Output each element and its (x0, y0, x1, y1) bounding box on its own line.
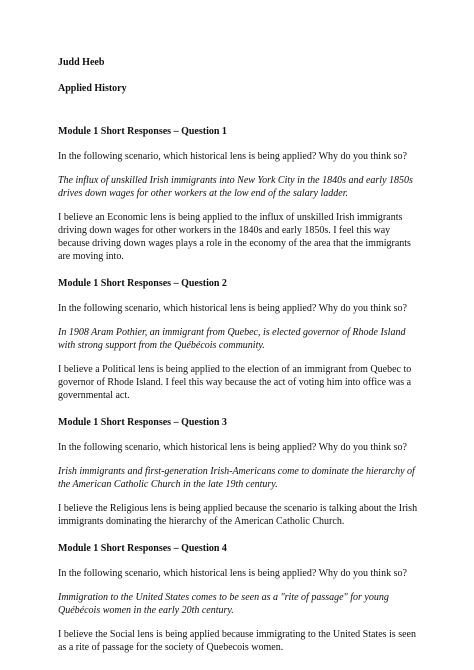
question-block-1 (58, 125, 420, 263)
question-scenario: Immigration to the United States comes to be seen as a "rite of passage" for young Québécois women in the early 20th century. (58, 592, 389, 616)
question-block-2 (58, 277, 420, 402)
question-heading: Module 1 Short Responses – Question 1 (58, 126, 227, 137)
question-scenario: Irish immigrants and first-generation Irish-Americans come to dominate the hierarchy of the American Catholic Church in the late 19th century. (58, 466, 415, 490)
question-heading: Module 1 Short Responses – Question 2 (58, 278, 227, 289)
course-title: Applied History (58, 83, 127, 94)
question-scenario: The influx of unskilled Irish immigrants into New York City in the 1840s and early 1850s drives down wages for other workers at the low end of the salary ladder. (58, 175, 413, 199)
question-block-3 (58, 416, 420, 528)
question-answer: I believe the Social lens is being applied because immigrating to the United States is seen as a rite of passage for the society of Quebecois women. (58, 629, 416, 653)
question-prompt: In the following scenario, which historical lens is being applied? Why do you think so? (58, 303, 407, 314)
question-heading: Module 1 Short Responses – Question 4 (58, 543, 227, 554)
question-answer: I believe the Religious lens is being applied because the scenario is talking about the Irish immigrants dominating the hierarchy of the American Catholic Church. (58, 503, 418, 527)
question-prompt: In the following scenario, which historical lens is being applied? Why do you think so? (58, 568, 407, 579)
question-heading: Module 1 Short Responses – Question 3 (58, 417, 227, 428)
question-block-4 (58, 542, 420, 654)
question-answer: I believe an Economic lens is being applied to the influx of unskilled Irish immigrants driving down wages for other workers in the 1840s and early 1850s. I feel this way because driving down wages plays a role in the economy of the area that the immigrants are moving into. (58, 212, 411, 262)
question-scenario: In 1908 Aram Pothier, an immigrant from Quebec, is elected governor of Rhode Island with strong support from the Québécois community. (58, 327, 406, 351)
question-prompt: In the following scenario, which historical lens is being applied? Why do you think so? (58, 151, 407, 162)
question-answer: I believe a Political lens is being applied to the election of an immigrant from Quebec to governor of Rhode Island. I feel this way because the act of voting him into office was a governmental act. (58, 364, 412, 401)
question-prompt: In the following scenario, which historical lens is being applied? Why do you think so? (58, 442, 407, 453)
author-name: Judd Heeb (58, 57, 105, 68)
